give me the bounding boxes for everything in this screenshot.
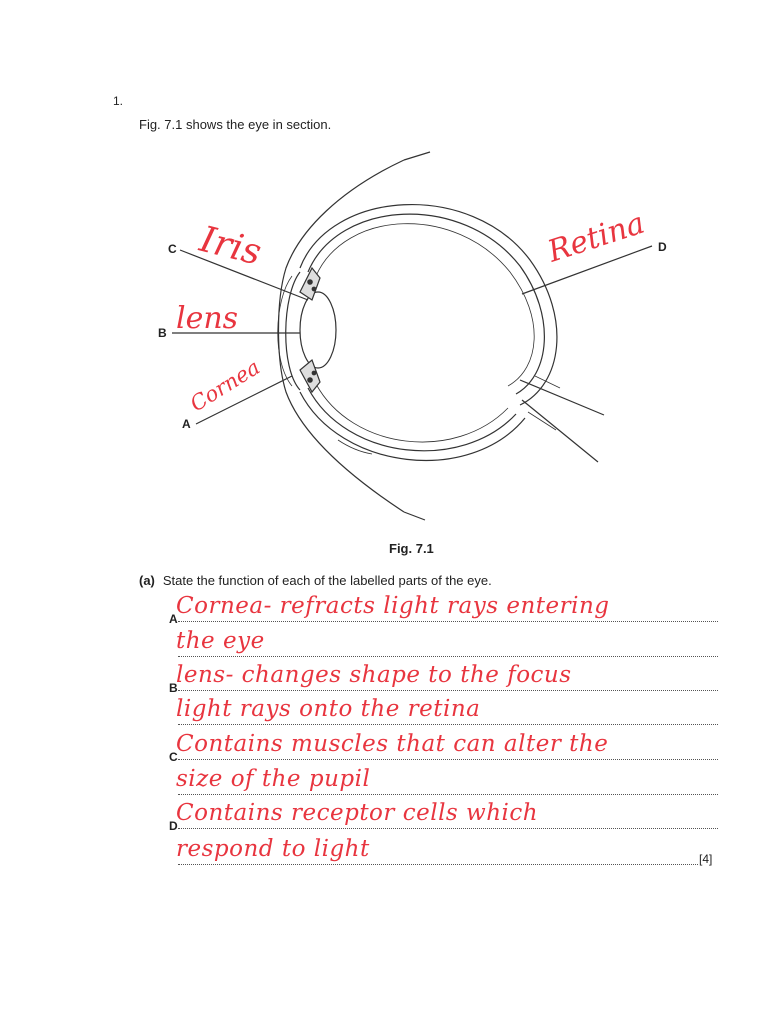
iris-lower [300,360,320,392]
label-c: C [168,242,177,256]
part-a-text: State the function of each of the labelled parts of the eye. [162,573,492,588]
marks-total: [4] [699,852,713,866]
handwritten-label-retina: Retina [543,205,649,270]
handwritten-label-lens: lens [176,301,239,336]
choroid-layer [316,224,534,442]
lens-shape [300,292,336,368]
label-a: A [182,417,191,431]
cornea [286,272,300,390]
answer-b-line1: lens- changes shape to the focus [176,662,572,688]
answer-c-line2: size of the pupil [176,766,371,792]
answer-line-b1[interactable] [178,690,718,691]
sclera-outer [279,160,405,512]
answer-b-line2: light rays onto the retina [176,696,481,722]
answer-line-d1[interactable] [178,828,718,829]
row-label-d: D [169,819,178,833]
handwritten-label-cornea: Cornea [185,354,265,417]
optic-nerve [520,380,604,462]
part-a-marker: (a) [139,573,155,588]
answer-d-line2: respond to light [176,836,370,862]
answer-d-line1: Contains receptor cells which [176,800,539,826]
eyeball-outer [300,205,557,461]
answer-line-c1[interactable] [178,759,718,760]
handwritten-label-iris: Iris [195,218,266,274]
eyeball-inner [308,214,544,451]
eye-diagram [150,145,667,530]
label-d: D [658,240,667,254]
part-a-prompt [139,573,492,588]
answer-line-a2[interactable] [178,656,718,657]
question-number: 1. [113,94,124,108]
row-label-b: B [169,681,178,695]
question-intro: Fig. 7.1 shows the eye in section. [139,117,332,132]
row-label-c: C [169,750,178,764]
sclera-back [404,152,430,520]
answer-a-line2: the eye [176,628,265,654]
answer-line-d2[interactable] [178,864,698,865]
label-b: B [158,326,167,340]
answer-line-c2[interactable] [178,794,718,795]
answer-a-line1: Cornea- refracts light rays entering [176,593,610,619]
answer-line-a1[interactable] [178,621,718,622]
answer-c-line1: Contains muscles that can alter the [176,731,609,757]
row-label-a: A [169,612,178,626]
figure-caption: Fig. 7.1 [389,541,434,556]
answer-line-b2[interactable] [178,724,718,725]
